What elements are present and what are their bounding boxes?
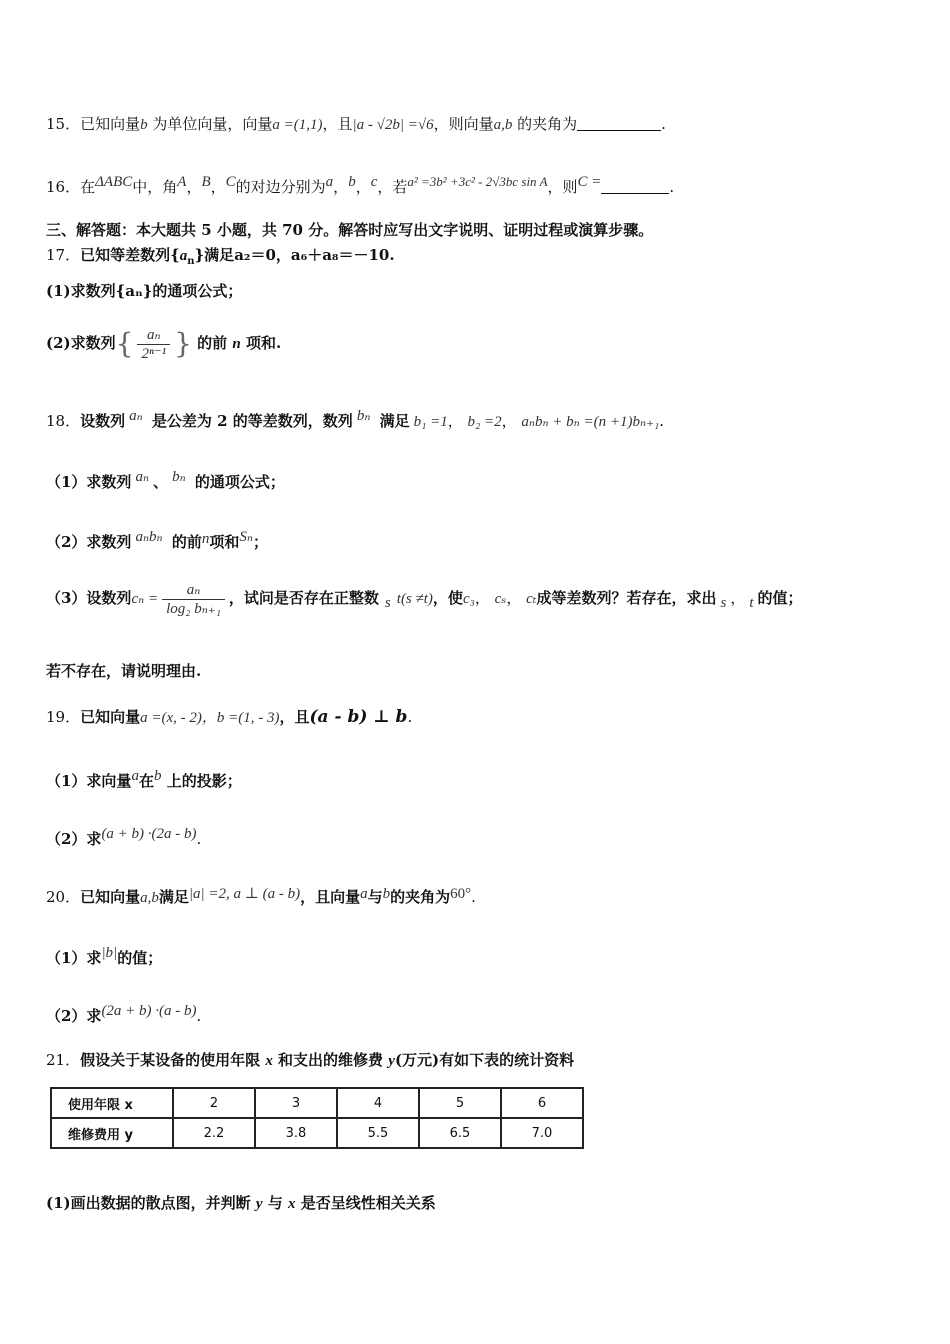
q18-part3-cont: 若不存在，请说明理由. xyxy=(46,662,202,680)
fraction: $\frac{\text{aₙ}}{\text{log₂ bₙ₊₁}}$ xyxy=(162,581,225,618)
question-17: 17．已知等差数列$\{a_n\}$满足a₂＝0，a₆＋a₈＝－10. xyxy=(46,246,395,267)
table-row xyxy=(51,1118,583,1148)
q18-part1: （1）求数列 aₙ 、 bₙ 的通项公式； xyxy=(46,469,285,491)
q19-part1: （1）求向量a在b 上的投影； xyxy=(46,768,242,790)
q19-part2: （2）求(a + b) ·(2a - b). xyxy=(46,826,202,848)
table-cell: 5.5 xyxy=(337,1118,419,1148)
fraction: $\frac{\text{aₙ}}{\text{2ⁿ⁻¹}}$ xyxy=(137,326,170,363)
answer-blank xyxy=(577,114,661,131)
table-cell: 7.0 xyxy=(501,1118,583,1148)
q18-part2: （2）求数列 aₙbₙ 的前n项和Sₙ； xyxy=(46,529,268,551)
question-19: 19．已知向量a =(x, - 2)，b =(1, - 3)，且(a - b) ⊥ b. xyxy=(46,707,413,727)
q20-part2: （2）求(2a + b) ·(a - b). xyxy=(46,1003,202,1025)
q20-part1: （1）求|b|的值； xyxy=(46,945,163,967)
table-cell: 5 xyxy=(419,1088,501,1118)
question-18: 18．设数列 aₙ 是公差为 2 的等差数列，数列 bₙ 满足 b₁ =1， b₂ =2， aₙbₙ + bₙ =(n +1)bₙ₊₁. xyxy=(46,408,664,430)
table-cell: 2 xyxy=(173,1088,255,1118)
q17-part2: (2)求数列{ $\frac{\text{aₙ}}{\text{2ⁿ⁻¹}}$ } 的前 n 项和. xyxy=(46,326,282,362)
table-row-label: 维修费用 y xyxy=(51,1118,173,1148)
q21-part1: (1)画出数据的散点图，并判断 y 与 x 是否呈线性相关关系 xyxy=(46,1194,436,1212)
question-16: 16．在ΔABC中，角A，B，C的对边分别为a，b，c，若a² =3b² +3c² - 2√3bc sin A，则C = . xyxy=(46,174,675,196)
table-cell: 2.2 xyxy=(173,1118,255,1148)
question-21: 21．假设关于某设备的使用年限 x 和支出的维修费 y(万元)有如下表的统计资料 xyxy=(46,1051,575,1069)
question-15: 15．已知向量b 为单位向量，向量a =(1,1)，且|a - √2b| =√6，则向量a,b 的夹角为 . xyxy=(46,115,666,133)
table-cell: 4 xyxy=(337,1088,419,1118)
table-cell: 3.8 xyxy=(255,1118,337,1148)
table-row-label: 使用年限 x xyxy=(51,1088,173,1118)
q15-condition: |a - √2b| =√6 xyxy=(352,117,434,133)
table-row xyxy=(51,1088,583,1118)
section-heading: 三、解答题：本大题共 5 小题，共 70 分。解答时应写出文字说明、证明过程或演算步骤。 xyxy=(46,221,654,239)
table-cell: 6.5 xyxy=(419,1118,501,1148)
table-cell: 6 xyxy=(501,1088,583,1118)
question-20: 20．已知向量a,b满足|a| =2, a ⊥ (a - b)，且向量a与b的夹角为60°. xyxy=(46,886,476,906)
q17-part1: (1)求数列{aₙ}的通项公式； xyxy=(46,282,243,300)
q18-part3: （3）设数列cₙ = $\frac{\text{aₙ}}{\text{log₂ bₙ₊₁}}$ ，试问是否存在正整数 s t(s ≠t)，使c₃， cₛ， cₜ成等差数列？若存在，求出 s ， t 的值； xyxy=(46,581,803,617)
q16-equation: a² =3b² +3c² - 2√3bc sin A xyxy=(407,174,548,189)
answer-blank xyxy=(601,177,669,194)
statistics-table xyxy=(50,1087,584,1149)
table-cell: 3 xyxy=(255,1088,337,1118)
